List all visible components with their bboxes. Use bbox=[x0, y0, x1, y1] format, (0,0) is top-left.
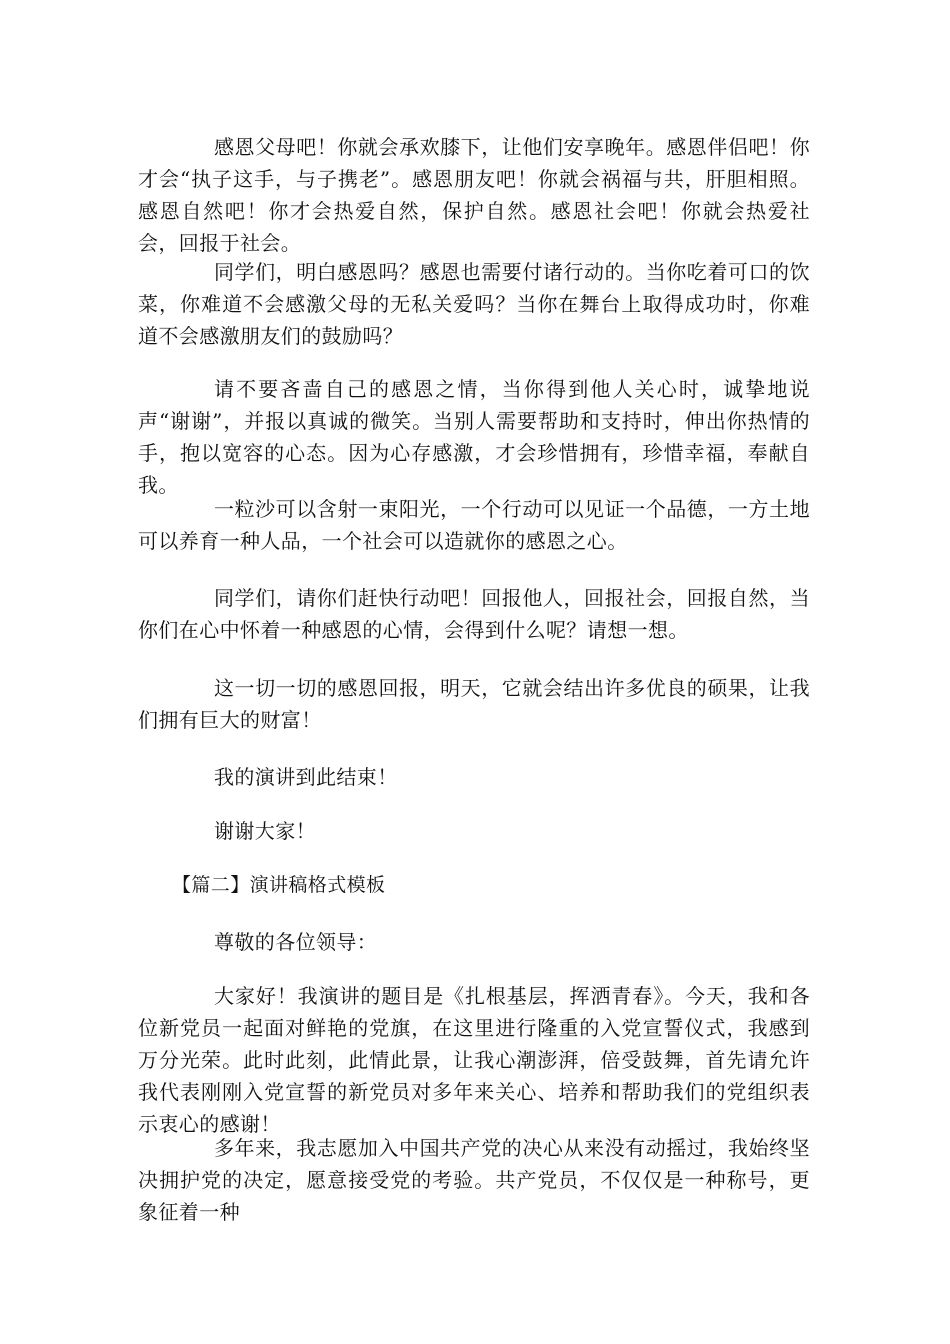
paragraph-party-resolve: 多年来，我志愿加入中国共产党的决心从来没有动摇过，我始终坚决拥护党的决定，愿意接受党的考验。共产党员，不仅仅是一种称号，更象征着一种 bbox=[138, 1136, 810, 1224]
paragraph-classmates-question: 同学们，明白感恩吗？感恩也需要付诸行动的。当你吃着可口的饮菜，你难道不会感激父母的无私关爱吗？当你在舞台上取得成功时，你难道不会感激朋友们的鼓励吗？ bbox=[138, 260, 810, 348]
paragraph-dont-be-stingy: 请不要吝啬自己的感恩之情，当你得到他人关心时，诚挚地说声“谢谢”，并报以真诚的微笑。当别人需要帮助和支持时，伸出你热情的手，抱以宽容的心态。因为心存感激，才会珍惜拥有，珍惜幸福，奉献自我。 bbox=[138, 377, 810, 497]
paragraph-salutation: 尊敬的各位领导： bbox=[214, 930, 378, 954]
paragraph-speech-end: 我的演讲到此结束！ bbox=[214, 765, 398, 789]
paragraph-take-action: 同学们，请你们赶快行动吧！回报他人，回报社会，回报自然，当你们在心中怀着一种感恩的心情，会得到什么呢？请想一想。 bbox=[138, 586, 810, 642]
paragraph-gratitude-list: 感恩父母吧！你就会承欢膝下，让他们安享晚年。感恩伴侣吧！你才会“执子这手，与子携老”。感恩朋友吧！你就会祸福与共，肝胆相照。感恩自然吧！你才会热爱自然，保护自然。感恩社会吧！你就会热爱社会，回报于社会。 bbox=[138, 135, 810, 255]
section-heading: 【篇二】演讲稿格式模板 bbox=[172, 874, 386, 896]
paragraph-rewards: 这一切一切的感恩回报，明天，它就会结出许多优良的硕果，让我们拥有巨大的财富！ bbox=[138, 676, 810, 732]
paragraph-greeting: 大家好！我演讲的题目是《扎根基层，挥洒青春》。今天，我和各位新党员一起面对鲜艳的党旗，在这里进行隆重的入党宣誓仪式，我感到万分光荣。此时此刻，此情此景，让我心潮澎湃，倍受鼓舞，首先请允许我代表刚刚入党宣誓的新党员对多年来关心、培养和帮助我们的党组织表示衷心的感谢！ bbox=[138, 984, 810, 1136]
paragraph-grain-of-sand: 一粒沙可以含射一束阳光，一个行动可以见证一个品德，一方土地可以养育一种人品，一个社会可以造就你的感恩之心。 bbox=[138, 497, 810, 553]
paragraph-thanks: 谢谢大家！ bbox=[214, 819, 316, 843]
